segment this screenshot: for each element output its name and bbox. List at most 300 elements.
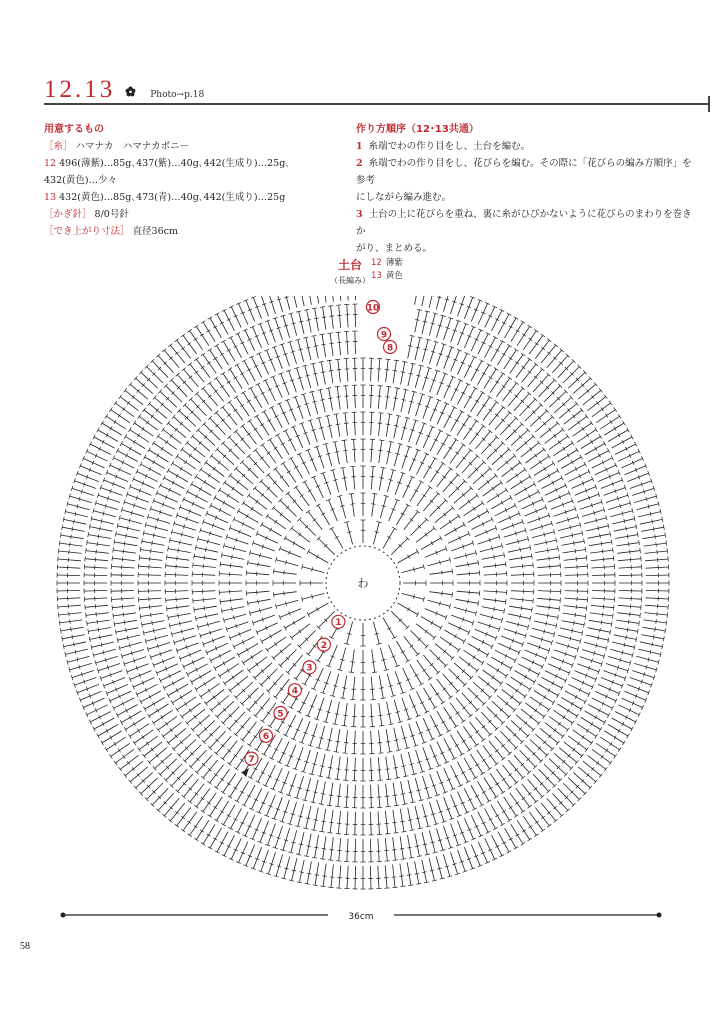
stitch-top xyxy=(510,495,513,500)
stitch-mark xyxy=(224,546,246,552)
stitch-top xyxy=(501,372,505,375)
stitch-crossbar xyxy=(153,533,154,537)
stitch-top xyxy=(214,495,217,500)
stitch-top xyxy=(332,441,337,442)
stitch-crossbar xyxy=(227,783,231,785)
stitch-mark xyxy=(408,835,412,858)
stitch-crossbar xyxy=(96,612,97,616)
stitch-mark xyxy=(107,473,128,482)
stitch-mark xyxy=(423,747,431,769)
stitch-crossbar xyxy=(386,741,390,742)
stitch-top xyxy=(639,621,640,626)
stitch-crossbar xyxy=(96,550,97,554)
stitch-crossbar xyxy=(502,778,506,781)
stitch-crossbar xyxy=(601,755,604,759)
stitch-crossbar xyxy=(547,613,548,617)
stitch-mark xyxy=(94,718,114,729)
stitch-crossbar xyxy=(392,822,396,823)
stitch-mark xyxy=(278,435,290,455)
stitch-mark xyxy=(336,414,340,437)
stitch-top xyxy=(521,810,525,813)
stitch-crossbar xyxy=(544,695,546,699)
stitch-top xyxy=(228,827,233,830)
stitch-mark xyxy=(338,332,340,355)
stitch-mark xyxy=(483,564,506,567)
stitch-mark xyxy=(122,650,144,657)
stitch-mark xyxy=(117,451,137,462)
stitch-top xyxy=(235,364,240,367)
stitch-crossbar xyxy=(184,702,187,706)
stitch-mark xyxy=(644,543,667,546)
stitch-top xyxy=(336,305,341,306)
stitch-mark xyxy=(458,850,466,872)
stitch-mark xyxy=(220,564,243,567)
stitch-top xyxy=(188,834,192,837)
stitch-crossbar xyxy=(207,330,211,332)
stitch-crossbar xyxy=(343,715,347,716)
legend-row-13 xyxy=(371,270,403,283)
stitch-crossbar xyxy=(494,555,495,559)
stitch-mark xyxy=(617,551,640,554)
stitch-top xyxy=(478,601,479,606)
stitch-top xyxy=(609,401,612,405)
stitch-top xyxy=(586,606,587,611)
stitch-mark xyxy=(319,539,335,555)
stitch-mark xyxy=(239,842,248,863)
stitch-mark xyxy=(200,629,222,636)
stitch-crossbar xyxy=(520,547,521,551)
stitch-mark xyxy=(458,324,467,345)
stitch-crossbar xyxy=(232,555,233,559)
stitch-top xyxy=(268,725,272,728)
stitch-crossbar xyxy=(177,605,178,609)
stitch-mark xyxy=(430,745,439,766)
stitch-crossbar xyxy=(152,541,153,545)
stitch-top xyxy=(603,441,606,446)
stitch-mark xyxy=(372,494,375,517)
stitch-mark xyxy=(87,451,108,461)
stitch-top xyxy=(242,501,245,505)
stitch-top xyxy=(488,396,492,399)
stitch-crossbar xyxy=(314,820,318,821)
stitch-mark xyxy=(326,700,332,722)
stitch-mark xyxy=(326,444,332,466)
stitch-mark xyxy=(415,296,419,305)
stitch-mark xyxy=(604,731,624,743)
stitch-crossbar xyxy=(322,876,326,877)
stitch-mark xyxy=(257,416,269,435)
stitch-top xyxy=(379,440,384,441)
stitch-mark xyxy=(518,492,538,503)
stitch-mark xyxy=(173,463,193,475)
stitch-mark xyxy=(604,423,624,435)
stitch-mark xyxy=(320,754,325,776)
stitch-top xyxy=(533,563,534,568)
stitch-mark xyxy=(592,458,613,468)
stitch-crossbar xyxy=(220,353,224,355)
stitch-top xyxy=(533,680,536,685)
stitch-mark xyxy=(400,809,404,832)
stitch-top xyxy=(586,555,587,560)
stitch-mark xyxy=(398,603,418,615)
stitch-mark xyxy=(180,650,201,659)
stitch-crossbar xyxy=(482,404,486,407)
stitch-crossbar xyxy=(422,872,426,873)
stitch-top xyxy=(428,677,432,680)
stitch-top xyxy=(105,414,108,418)
stitch-mark xyxy=(194,556,217,560)
stitch-crossbar xyxy=(343,450,347,451)
stitch-mark xyxy=(313,364,318,387)
stitch-mark xyxy=(615,535,638,539)
stitch-mark xyxy=(57,598,80,599)
stitch-mark xyxy=(393,388,397,411)
stitch-top xyxy=(449,467,453,470)
stitch-mark xyxy=(371,385,372,408)
stitch-top xyxy=(393,833,398,834)
stitch-mark xyxy=(537,598,560,600)
stitch-mark xyxy=(608,430,628,442)
stitch-mark xyxy=(458,821,467,842)
stitch-mark xyxy=(61,627,84,631)
round-number: 3 xyxy=(306,663,313,674)
stitch-mark xyxy=(641,635,664,639)
stitch-mark xyxy=(227,622,249,629)
stitch-top xyxy=(561,734,564,738)
stitch-mark xyxy=(285,715,295,736)
stitch-crossbar xyxy=(534,454,537,458)
stitch-mark xyxy=(272,407,283,427)
stitch-mark xyxy=(134,678,155,688)
stitch-top xyxy=(381,467,386,468)
stitch-top xyxy=(667,548,668,553)
stitch-mark xyxy=(141,691,161,702)
stitch-mark xyxy=(370,866,371,889)
stitch-crossbar xyxy=(207,802,211,805)
stitch-mark xyxy=(310,420,317,442)
stitch-crossbar xyxy=(582,735,585,739)
stitch-top xyxy=(557,693,560,698)
stitch-mark xyxy=(472,519,493,529)
stitch-crossbar xyxy=(422,494,426,497)
stitch-mark xyxy=(346,757,348,780)
round-number: 5 xyxy=(277,709,284,720)
stitch-mark xyxy=(371,731,372,754)
stitch-top xyxy=(290,636,293,640)
stitch-mark xyxy=(305,778,311,800)
stitch-crossbar xyxy=(214,357,218,360)
stitch-top xyxy=(590,421,593,425)
stitch-mark xyxy=(243,503,262,516)
stitch-top xyxy=(641,605,642,610)
stitch-mark xyxy=(565,691,585,702)
stitch-top xyxy=(385,861,390,862)
stitch-mark xyxy=(638,512,660,517)
stitch-top xyxy=(114,539,115,544)
stitch-top xyxy=(343,780,348,781)
stitch-mark xyxy=(351,494,354,517)
stitch-mark xyxy=(263,445,277,464)
stitch-mark xyxy=(471,330,481,351)
stitch-crossbar xyxy=(523,564,524,568)
stitch-top xyxy=(246,591,247,596)
stitch-mark xyxy=(435,643,453,658)
stitch-crossbar xyxy=(328,398,332,399)
page-number: 58 xyxy=(20,941,30,952)
stitch-mark xyxy=(337,757,340,780)
stitch-mark xyxy=(580,657,602,664)
stitch-top xyxy=(408,885,413,886)
stitch-mark xyxy=(80,691,101,700)
stitch-crossbar xyxy=(240,759,244,762)
stitch-mark xyxy=(306,338,311,360)
stitch-top xyxy=(208,349,212,352)
stitch-top xyxy=(194,607,195,612)
stitch-top xyxy=(547,708,550,712)
stitch-mark xyxy=(534,463,554,475)
stitch-mark xyxy=(379,440,382,463)
stitch-mark xyxy=(495,650,516,660)
stitch-mark xyxy=(437,435,449,455)
stitch-top xyxy=(386,359,391,360)
stitch-top xyxy=(116,448,119,453)
stitch-crossbar xyxy=(258,599,259,603)
stitch-top xyxy=(607,448,610,453)
stitch-crossbar xyxy=(572,533,573,537)
stitch-top xyxy=(133,421,136,425)
stitch-crossbar xyxy=(314,346,318,347)
stitch-mark xyxy=(560,628,583,633)
stitch-crossbar xyxy=(329,370,333,371)
stitch-mark xyxy=(401,362,405,385)
stitch-mark xyxy=(614,527,637,532)
stitch-top xyxy=(62,636,63,641)
stitch-mark xyxy=(118,526,140,531)
stitch-top xyxy=(529,474,532,478)
stitch-mark xyxy=(308,695,317,716)
stitch-mark xyxy=(172,628,194,634)
stitch-top xyxy=(514,317,519,320)
stitch-mark xyxy=(386,387,389,410)
stitch-mark xyxy=(632,671,654,678)
stitch-mark xyxy=(139,598,162,600)
stitch-top xyxy=(221,372,225,375)
stitch-mark xyxy=(290,802,297,824)
stitch-mark xyxy=(530,697,549,710)
stitch-top xyxy=(585,547,586,552)
stitch-mark xyxy=(154,501,175,509)
stitch-mark xyxy=(421,617,441,629)
legend-13-color: 黄色 xyxy=(385,271,403,281)
stitch-mark xyxy=(172,532,194,538)
stitch-mark xyxy=(323,296,326,302)
stitch-mark xyxy=(485,307,495,328)
stitch-mark xyxy=(430,684,443,703)
stitch-mark xyxy=(641,527,664,531)
stitch-mark xyxy=(457,731,469,750)
stitch-crossbar xyxy=(100,527,101,531)
stitch-mark xyxy=(268,852,275,874)
stitch-top xyxy=(313,885,318,886)
stitch-mark xyxy=(142,541,165,545)
stitch-crossbar xyxy=(133,722,135,726)
stitch-mark xyxy=(184,499,205,509)
stitch-top xyxy=(328,833,333,834)
stitch-crossbar xyxy=(207,834,211,836)
stitch-mark xyxy=(394,416,399,439)
stitch-mark xyxy=(416,528,434,542)
stitch-mark xyxy=(104,678,125,687)
stitch-crossbar xyxy=(456,712,460,715)
stitch-mark xyxy=(410,664,422,684)
stitch-top xyxy=(144,707,147,712)
stitch-mark xyxy=(482,555,505,560)
stitch-top xyxy=(433,526,436,530)
stitch-crossbar xyxy=(137,729,140,733)
stitch-mark xyxy=(632,488,654,495)
stitch-top xyxy=(336,834,341,835)
stitch-top xyxy=(294,486,298,489)
stitch-mark xyxy=(464,650,483,663)
stitch-crossbar xyxy=(180,695,182,699)
stitch-mark xyxy=(591,605,614,607)
stitch-mark xyxy=(482,607,505,612)
stitch-mark xyxy=(121,444,141,456)
stitch-mark xyxy=(137,684,158,694)
stitch-mark xyxy=(196,477,215,489)
stitch-top xyxy=(349,493,354,494)
stitch-top xyxy=(521,321,525,324)
stitch-mark xyxy=(57,575,80,576)
stitch-crossbar xyxy=(330,316,334,317)
stitch-mark xyxy=(339,296,341,301)
stitch-mark xyxy=(459,657,477,671)
stitch-crossbar xyxy=(600,534,601,538)
stitch-mark xyxy=(285,617,305,629)
stitch-crossbar xyxy=(322,821,326,822)
stitch-mark xyxy=(636,656,658,662)
stitch-top xyxy=(532,554,533,559)
stitch-crossbar xyxy=(97,620,98,624)
stitch-top xyxy=(394,360,399,361)
stitch-crossbar xyxy=(482,759,486,762)
stitch-top xyxy=(371,466,376,467)
stitch-top xyxy=(157,434,160,438)
stitch-mark xyxy=(582,650,604,657)
stitch-crossbar xyxy=(520,614,521,618)
stitch-top xyxy=(533,598,534,603)
stitch-mark xyxy=(471,361,482,381)
stitch-mark xyxy=(646,590,669,591)
stitch-mark xyxy=(436,316,443,338)
stitch-top xyxy=(59,541,60,546)
stitch-mark xyxy=(60,543,83,546)
stitch-crossbar xyxy=(180,467,182,471)
stitch-mark xyxy=(96,503,118,510)
stitch-top xyxy=(599,727,602,731)
stitch-mark xyxy=(522,499,543,509)
stitch-top xyxy=(248,777,253,780)
stitch-mark xyxy=(451,795,460,816)
stitch-crossbar xyxy=(469,428,473,431)
stitch-crossbar xyxy=(652,519,653,523)
stitch-mark xyxy=(275,679,289,697)
stitch-mark xyxy=(85,567,108,568)
stitch-mark xyxy=(59,613,82,615)
stitch-mark xyxy=(511,824,523,844)
stitch-mark xyxy=(245,815,255,836)
stitch-mark xyxy=(238,334,248,355)
stitch-mark xyxy=(525,650,546,659)
stitch-top xyxy=(60,533,61,538)
stitch-crossbar xyxy=(157,709,159,713)
stitch-crossbar xyxy=(307,846,311,847)
stitch-mark xyxy=(498,832,509,852)
stitch-top xyxy=(552,461,555,465)
page-header xyxy=(44,76,204,104)
stitch-mark xyxy=(305,482,317,502)
stitch-mark xyxy=(371,677,373,700)
stitch-mark xyxy=(622,698,643,707)
stitch-mark xyxy=(237,781,249,801)
stitch-mark xyxy=(408,364,413,387)
stitch-mark xyxy=(601,678,622,687)
stitch-mark xyxy=(534,540,556,545)
stitch-mark xyxy=(428,600,450,606)
stitch-crossbar xyxy=(69,550,70,554)
stitch-mark xyxy=(598,684,619,693)
stitch-mark xyxy=(393,837,396,860)
legend-row-12 xyxy=(371,257,403,270)
stitch-top xyxy=(241,391,245,394)
stitch-mark xyxy=(379,730,381,753)
stitch-crossbar xyxy=(495,783,499,785)
round-number: 10 xyxy=(366,303,380,314)
stitch-mark xyxy=(510,565,533,567)
stitch-top xyxy=(460,753,465,756)
stitch-top xyxy=(201,810,205,813)
stitch-mark xyxy=(138,591,161,592)
stitch-crossbar xyxy=(287,471,291,473)
stitch-crossbar xyxy=(201,797,205,800)
stitch-crossbar xyxy=(546,622,547,626)
stitch-mark xyxy=(351,649,354,672)
stitch-crossbar xyxy=(379,688,383,689)
stitch-top xyxy=(59,620,60,625)
stitch-mark xyxy=(347,866,348,889)
stitch-crossbar xyxy=(247,400,251,402)
stitch-mark xyxy=(238,812,248,833)
stitch-mark xyxy=(166,598,189,600)
stitch-top xyxy=(395,778,400,779)
stitch-top xyxy=(319,831,324,832)
stitch-top xyxy=(124,727,127,731)
stitch-crossbar xyxy=(179,622,180,626)
stitch-top xyxy=(393,860,398,861)
stitch-mark xyxy=(220,664,239,677)
stitch-mark xyxy=(273,508,291,523)
stitch-mark xyxy=(451,765,461,786)
stitch-mark xyxy=(173,691,193,703)
step-3-text: 土台の上に花びらを重ね、裏に糸がひびかないように花びらのまわりを巻きか xyxy=(356,209,692,237)
stitch-mark xyxy=(270,440,283,459)
stitch-top xyxy=(86,613,87,618)
stitch-top xyxy=(109,408,112,412)
stitch-top xyxy=(223,480,226,484)
stitch-mark xyxy=(385,865,387,888)
stitch-top xyxy=(441,462,445,465)
stitch-mark xyxy=(451,412,463,432)
